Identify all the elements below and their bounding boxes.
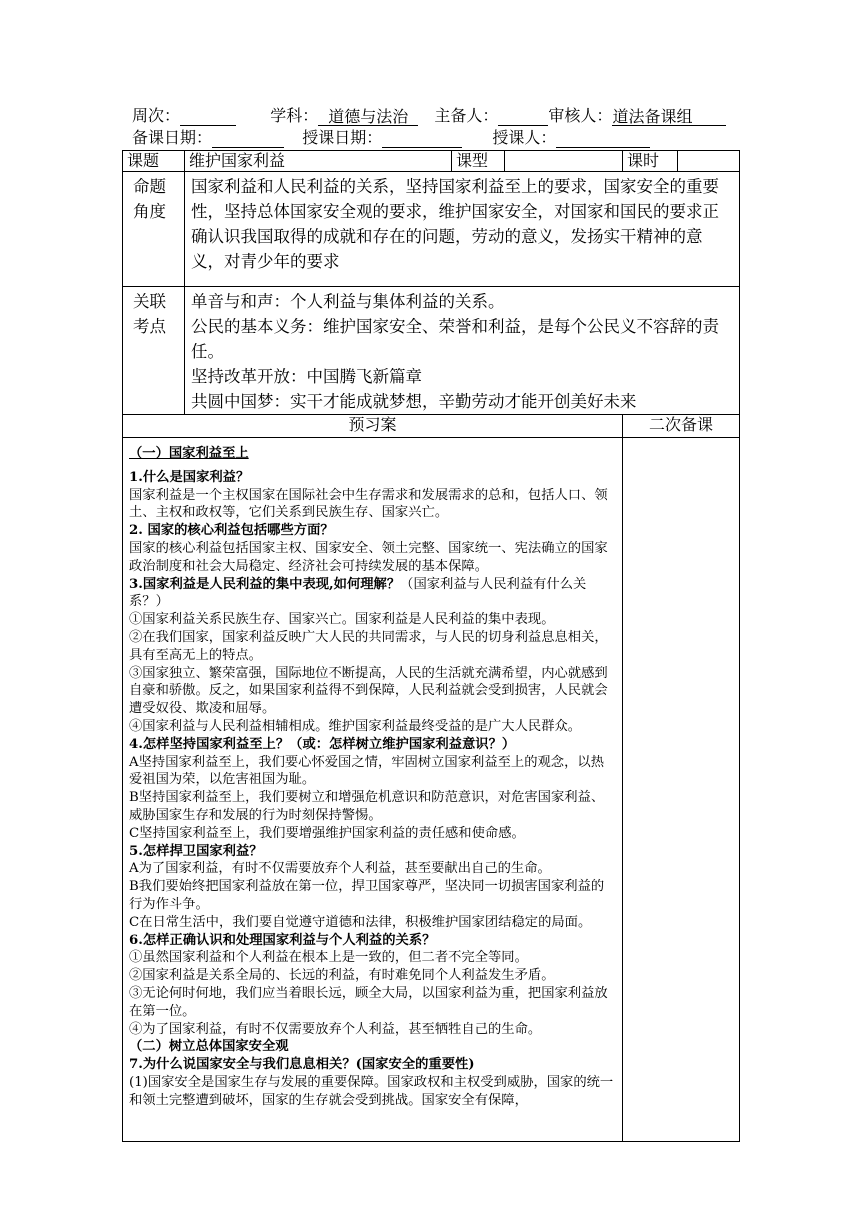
type-value[interactable] xyxy=(505,151,623,172)
question-2: 2. 国家的核心利益包括哪些方面？ xyxy=(129,523,334,539)
prep-date-blank[interactable] xyxy=(212,129,284,148)
question-3-title: 3.国家利益是人民利益的集中表现,如何理解？ xyxy=(129,576,401,592)
related-item: 单音与和声：个人利益与集体利益的关系。 xyxy=(191,292,505,311)
answer-1: 国家利益是一个主权国家在国际社会中生存需求和发展需求的总和，包括人口、领土、主权和政权等，它们关系到民族生存、国家兴亡。 xyxy=(129,487,608,521)
section-heading-1: （一）国家利益至上 xyxy=(129,446,249,461)
preview-label: 预习案 xyxy=(123,415,623,438)
prep-date-label: 备课日期： xyxy=(132,128,213,147)
angle-row xyxy=(123,172,740,287)
reviewer-label: 审核人： xyxy=(548,106,613,125)
section-heading-2: （二）树立总体国家安全观 xyxy=(129,1039,289,1055)
question-5: 5.怎样捍卫国家利益？ xyxy=(129,843,263,859)
related-item: 共圆中国梦：实干才能成就梦想，辛勤劳动才能开创美好未来 xyxy=(191,392,637,411)
hours-label: 课时 xyxy=(623,151,678,172)
answer-7-1: (1)国家安全是国家生存与发展的重要保障。国家政权和主权受到威胁，国家的统一和领土完整遭到破坏，国家的生存就会受到挑战。国家安全有保障， xyxy=(129,1074,614,1108)
answer-3-1: ①国家利益关系民族生存、国家兴亡。国家利益是人民利益的集中表现。 xyxy=(129,612,555,628)
answer-4-1: A坚持国家利益至上，我们要心怀爱国之情，牢固树立国家利益至上的观念，以热爱祖国为荣，以危害祖国为耻。 xyxy=(129,754,604,788)
topic-label: 课题 xyxy=(123,151,185,172)
preview-header-row xyxy=(123,415,740,438)
answer-5-1: A为了国家利益，有时不仅需要放弃个人利益，甚至要献出自己的生命。 xyxy=(129,861,551,877)
answer-4-2: B坚持国家利益至上，我们要树立和增强危机意识和防范意识，对危害国家利益、威胁国家生存和发展的行为时刻保持警惕。 xyxy=(129,790,605,823)
question-3-note: （国家利益与人民利益有什么关系？） xyxy=(129,576,587,610)
question-7: 7.为什么说国家安全与我们息息相关？(国家安全的重要性) xyxy=(129,1057,475,1073)
answer-6-2: ②国家利益是关系全局的、长远的利益，有时难免同个人利益发生矛盾。 xyxy=(129,968,555,984)
topic-row xyxy=(123,151,740,172)
question-3 xyxy=(129,576,616,612)
type-label: 课型 xyxy=(452,151,505,172)
question-6: 6.怎样正确认识和处理国家利益与个人利益的关系？ xyxy=(129,932,436,948)
answer-2: 国家的核心利益包括国家主权、国家安全、领土完整、国家统一、宪法确立的国家政治制度和社会大局稳定、经济社会可持续发展的基本保障。 xyxy=(129,540,608,574)
topic-value: 维护国家利益 xyxy=(185,151,452,172)
answer-6-1: ①虽然国家利益和个人利益在根本上是一致的，但二者不完全等同。 xyxy=(129,950,528,966)
teacher-blank[interactable] xyxy=(556,129,650,148)
teach-date-label: 授课日期： xyxy=(302,128,383,147)
second-prep-label: 二次备课 xyxy=(623,415,740,438)
angle-text: 国家利益和人民利益的关系，坚持国家利益至上的要求，国家安全的重要性，坚持总体国家安全观的要求，维护国家安全，对国家和国民的要求正确认识我国取得的成就和存在的问题，劳动的意义，发扬实干精神的意义，对青少年的要求 xyxy=(185,172,740,287)
subject-label: 学科： xyxy=(270,106,319,125)
angle-label: 命题角度 xyxy=(123,172,185,287)
preview-content-row xyxy=(123,438,740,1142)
header-line-1 xyxy=(132,106,726,126)
answer-5-2: B我们要始终把国家利益放在第一位，捍卫国家尊严，坚决同一切损害国家利益的行为作斗争。 xyxy=(129,879,605,912)
reviewer-value: 道法备课组 xyxy=(612,107,726,126)
answer-3-3: ③国家独立、繁荣富强，国际地位不断提高，人民的生活就充满希望，内心就感到自豪和骄傲。反之，如果国家利益得不到保障，人民利益就会受到损害，人民就会遭受奴役、欺凌和屈辱。 xyxy=(129,665,608,717)
header-line-2 xyxy=(132,128,650,148)
answer-6-3: ③无论何时何地，我们应当着眼长远，顾全大局，以国家利益为重，把国家利益放在第一位。 xyxy=(129,985,608,1019)
lesson-plan-table xyxy=(122,150,740,1142)
answer-3-4: ④国家利益与人民利益相辅相成。维护国家利益最终受益的是广大人民群众。 xyxy=(129,718,582,734)
answer-5-3: C在日常生活中，我们要自觉遵守道德和法律，积极维护国家团结稳定的局面。 xyxy=(129,914,592,930)
week-blank[interactable] xyxy=(180,107,236,126)
related-item: 公民的基本义务：维护国家安全、荣誉和利益，是每个公民义不容辞的责任。 xyxy=(191,317,719,361)
preparer-label: 主备人： xyxy=(434,106,499,125)
hours-value[interactable] xyxy=(678,151,740,172)
related-item: 坚持改革开放：中国腾飞新篇章 xyxy=(191,367,422,386)
subject-value: 道德与法治 xyxy=(318,107,418,126)
teacher-label: 授课人： xyxy=(492,128,557,147)
related-label: 关联考点 xyxy=(123,287,185,415)
question-4: 4.怎样坚持国家利益至上？（或：怎样树立维护国家利益意识？） xyxy=(129,736,516,752)
related-items xyxy=(185,287,740,415)
answer-6-4: ④为了国家利益，有时不仅需要放弃个人利益，甚至牺牲自己的生命。 xyxy=(129,1021,542,1037)
answer-3-2: ②在我们国家，国家利益反映广大人民的共同需求，与人民的切身利益息息相关，具有至高无上的特点。 xyxy=(129,629,608,663)
related-row xyxy=(123,287,740,415)
teach-date-blank[interactable] xyxy=(382,129,462,148)
answer-4-3: C坚持国家利益至上，我们要增强维护国家利益的责任感和使命感。 xyxy=(129,825,525,841)
week-label: 周次： xyxy=(132,106,181,125)
question-1: 1.什么是国家利益？ xyxy=(129,469,250,485)
second-prep-notes[interactable] xyxy=(623,438,740,1142)
preview-content xyxy=(123,438,623,1142)
preparer-blank[interactable] xyxy=(498,107,548,126)
